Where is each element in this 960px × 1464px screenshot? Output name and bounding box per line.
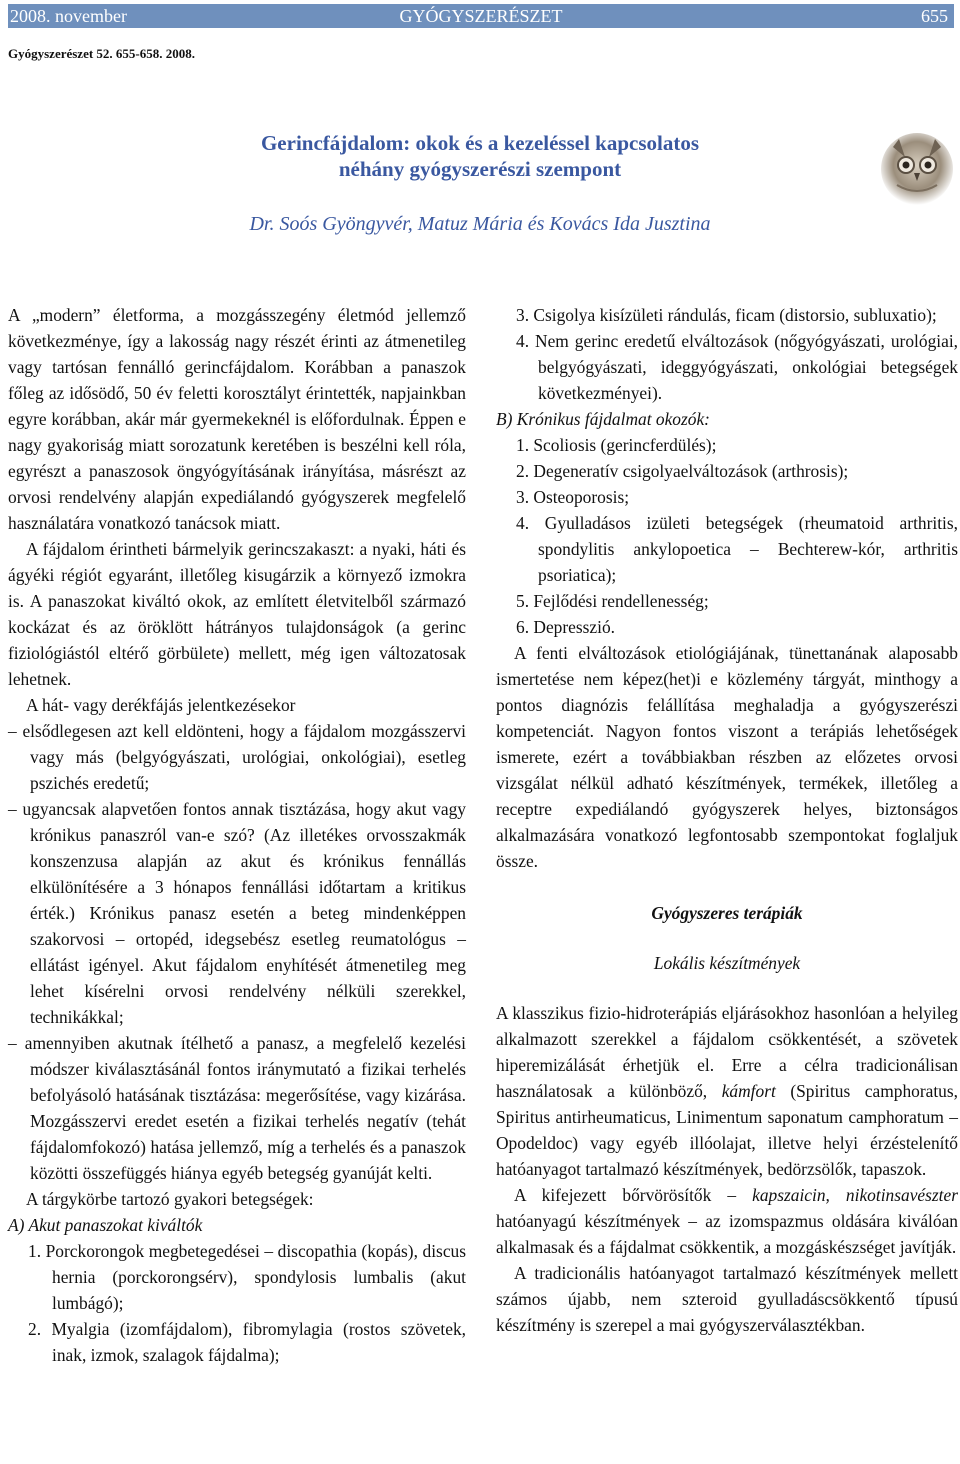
numbered-list-item: 3. Osteoporosis; — [516, 487, 630, 507]
paragraph: A hát- vagy derékfájás jelentkezésekor — [26, 695, 296, 715]
paragraph: A „modern” életforma, a mozgásszegény életmód jellemző következménye, így a lakosság nagy részét érinti az átmenetileg vagy tartósan fennálló gerincfájdalom. Korábban a panaszok főleg az idősödő, 50 év feletti korosztályt érintették, napjainkban egyre korábban, akár már gyermekeknél is előfordulnak. Éppen e nagy gyakoriság miatt sorozatunk keretében is beszélni kell róla, egyrészt a panaszosok öngyógyításának irányítása, másrészt az orvosi rendelvény alapján expediálandó gyógyszerek megfelelő használatára vonatkozó tanácsok miatt. — [8, 305, 466, 533]
paragraph: A klasszikus fizio-hidroterápiás eljárásokhoz hasonlóan a helyileg alkalmazott szerekkel a fájdalom csökkentését, a szövetek hiperemizálását érhetjük el. Erre a célra tradicionálisan használatosak a különböző, kámfort (Spiritus camphoratus, Spiritus antirheumaticus, Linimentum saponatum camphoratum – Opodeldoc) vagy egyéb illóolajat, illetve helyi érzéstelenítő hatóanyagot tartalmazó készítmények, bedörzsölők, tapaszok. — [496, 1003, 958, 1179]
page-number: 655 — [921, 6, 948, 26]
list-heading: B) Krónikus fájdalmat okozók: — [496, 409, 710, 429]
header-date: 2008. november — [10, 6, 127, 26]
paragraph: A fenti elváltozások etiológiájának, tünettanának alaposabb ismertetése nem képez(het)i e közlemény tárgyát, minthogy a pontos diagnózis felállítása meghaladja a gyógyszerészi kompetenciát. Nagyon fontos viszont a terápiás lehetőségek ismerete, ezért a továbbiakban részben az előzetes orvosi vizsgálat nélkül adható készítmények, termékek, illetőleg a receptre expediálandó gyógyszerek helyes, biztonságos alkalmazására vonatkozó legfontosabb szempontokat foglaljuk össze. — [496, 643, 958, 871]
subsection-heading: Lokális készítmények — [653, 953, 801, 973]
right-column — [496, 302, 958, 1338]
paragraph: A tradicionális hatóanyagot tartalmazó készítmények mellett számos újabb, nem szteroid gyulladáscsökkentő típusú készítmény is szerepel a mai gyógyszerválasztékban. — [496, 1263, 958, 1335]
paragraph: A tárgykörbe tartozó gyakori betegségek: — [26, 1189, 314, 1209]
dash-list-item: – elsődlegesen azt kell eldönteni, hogy a fájdalom mozgásszervi vagy más (belgyógyászati, urológiai, onkológiai), esetleg pszichés eredetű; — [8, 721, 466, 793]
numbered-list-item: 4. Gyulladásos izületi betegségek (rheumatoid arthritis, spondylitis ankylopoetica – Bechterew-kór, arthritis psoriatica); — [516, 513, 958, 585]
numbered-list-item: 3. Csigolya kisízületi rándulás, ficam (distorsio, subluxatio); — [516, 305, 937, 325]
paragraph: A fájdalom érintheti bármelyik gerincszakaszt: a nyaki, háti és ágyéki régiót egyaránt, illetőleg kisugárzik a környező izmokra is. A panaszokat kiváltó okok, az említett életvitelből származó kockázat és az öröklött hátrányos tulajdonságok (a gerinc fiziológiástól eltérő görbülete) mellett, még igen változatosak lehetnek. — [8, 539, 466, 689]
numbered-list-item: 2. Degeneratív csigolyaelváltozások (arthrosis); — [516, 461, 849, 481]
left-column — [8, 302, 466, 1368]
dash-list-item: – ugyancsak alapvetően fontos annak tisztázása, hogy akut vagy krónikus panaszról van-e szó? (Az illetékes orvosszakmák konszenzusa alapján az akut és krónikus fennállás elkülönítésére a 3 hónapos fennállási időtartam a kritikus érték.) Krónikus panasz esetén a beteg mindenképpen szakorvosi – ortopéd, idegsebész esetleg reumatológus – ellátást igényel. Akut fájdalom enyhítését átmenetileg meg lehet kísérelni orvosi rendelvény nélküli szerekkel, technikákkal; — [8, 799, 466, 1027]
title-line-2: néhány gyógyszerészi szempont — [338, 157, 622, 181]
owl-logo-image — [877, 127, 957, 207]
dash-list-item: – amennyiben akutnak ítélhető a panasz, a megfelelő kezelési módszer kiválasztásánál fontos iránymutató a fizikai terhelés befolyásoló hatásának tisztázása: megerősítése, vagy kizárása. Mozgásszervi eredet esetén a fizikai terhelés negatív (tehát fájdalomfokozó) hatása jellemző, míg a terhelés és a panaszok közötti összefüggés hiánya egyéb betegség gyanúját kelti. — [8, 1033, 466, 1183]
numbered-list-item: 1. Porckorongok megbetegedései – discopathia (kopás), discus hernia (porckorongsérv), spondylosis lumbalis (akut lumbágó); — [28, 1241, 466, 1313]
article-title — [0, 130, 960, 182]
authors: Dr. Soós Gyöngyvér, Matuz Mária és Kovács Ida Jusztina — [249, 213, 711, 235]
paragraph: A kifejezett bőrvörösítők – kapszaicin, nikotinsavészter hatóanyagú készítmények – az izomspazmus oldására kiválóan alkalmasak és a fájdalmat csökkentik, a mozgáskészséget javítják. — [496, 1185, 958, 1257]
numbered-list-item: 5. Fejlődési rendellenesség; — [516, 591, 709, 611]
list-heading: A) Akut panaszokat kiváltók — [8, 1215, 203, 1235]
numbered-list-item: 4. Nem gerinc eredetű elváltozások (nőgyógyászati, urológiai, belgyógyászati, ideggyógyászati, onkológiai betegségek következményei). — [516, 331, 958, 403]
numbered-list-item: 6. Depresszió. — [516, 617, 616, 637]
header-journal: GYÓGYSZERÉSZET — [399, 6, 563, 26]
running-header — [8, 4, 954, 28]
numbered-list-item: 1. Scoliosis (gerincferdülés); — [516, 435, 717, 455]
section-heading: Gyógyszeres terápiák — [651, 903, 803, 923]
numbered-list-item: 2. Myalgia (izomfájdalom), fibromylagia (rostos szövetek, inak, izmok, szalagok fájdalma); — [28, 1319, 466, 1365]
title-line-1: Gerincfájdalom: okok és a kezeléssel kapcsolatos — [260, 131, 700, 155]
citation-reference: Gyógyszerészet 52. 655-658. 2008. — [8, 46, 196, 61]
